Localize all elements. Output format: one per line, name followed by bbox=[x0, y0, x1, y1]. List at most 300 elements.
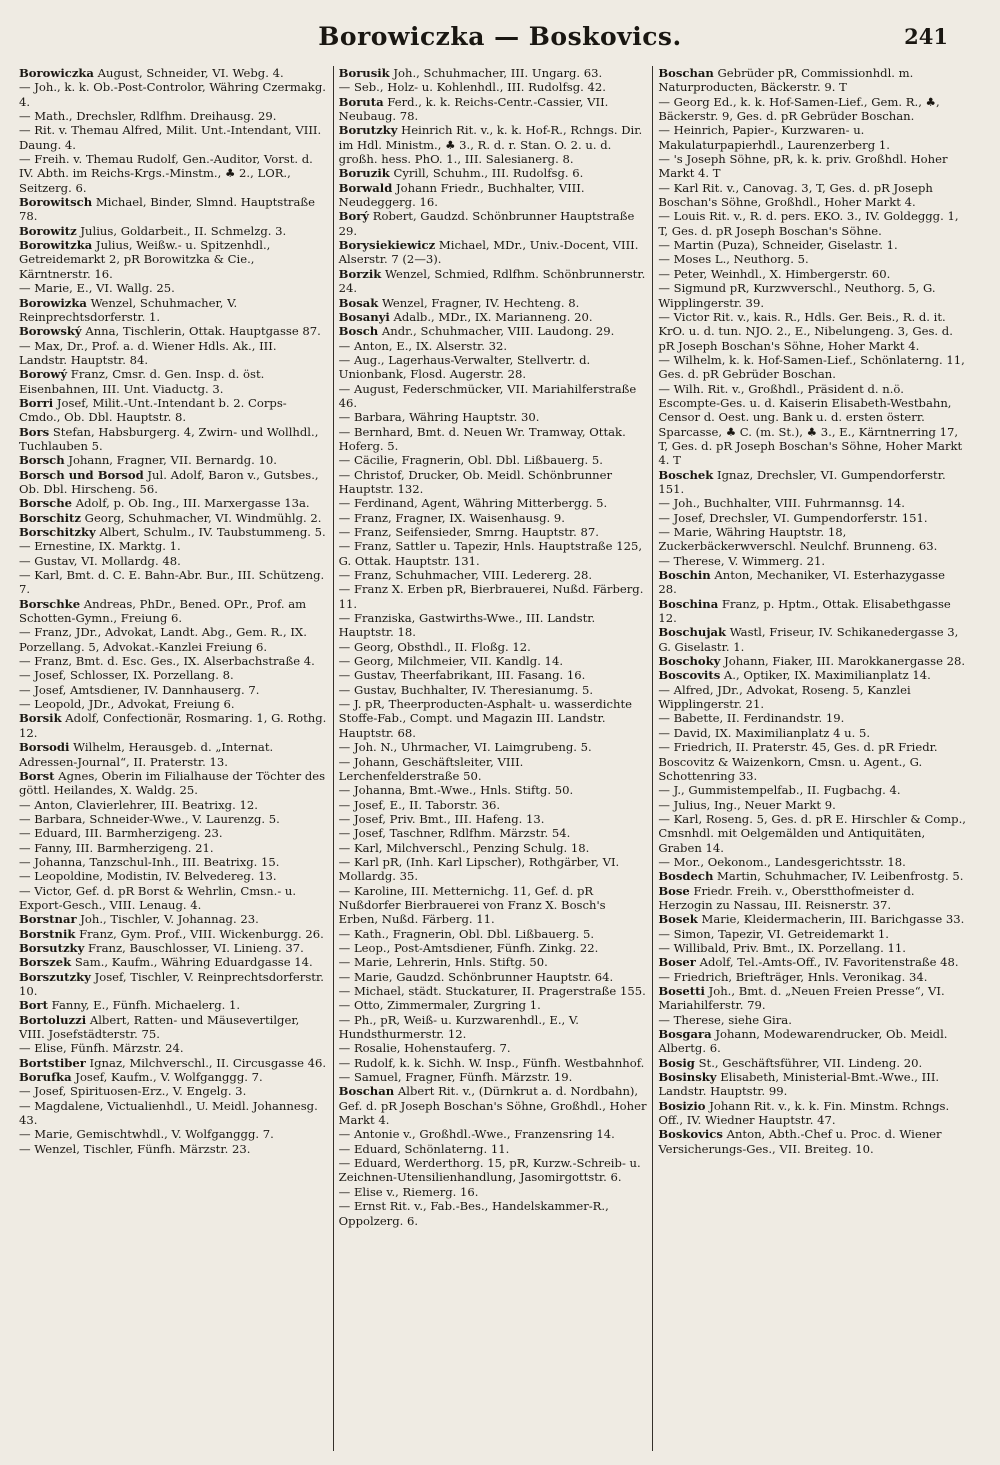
directory-entry bbox=[19, 1056, 328, 1070]
entry-surname: Bortoluzzi bbox=[19, 1012, 87, 1027]
entry-surname: Bosetti bbox=[658, 984, 705, 998]
entry-surname: Boschan bbox=[658, 66, 714, 80]
entry-details: — Freih. v. Themau Rudolf, Gen.-Auditor, Vorst. d. IV. Abth. im Reichs-Krgs.-Minstm., ♣ 2., LOR., Seitzerg. 6. bbox=[19, 152, 313, 195]
directory-entry bbox=[339, 425, 648, 454]
entry-details: — Johanna, Bmt.-Wwe., Hnls. Stiftg. 50. bbox=[338, 783, 574, 798]
directory-entry bbox=[339, 80, 648, 94]
directory-entry bbox=[19, 80, 328, 109]
entry-details: — Joh. N., Uhrmacher, VI. Laimgrubeng. 5. bbox=[338, 740, 592, 755]
directory-entry bbox=[658, 740, 967, 783]
entry-details: — Victor, Gef. d. pR Borst & Wehrlin, Cmsn.- u. Export-Gesch., VIII. Lenaug. 4. bbox=[19, 883, 297, 912]
entry-details: Wenzel, Fragner, IV. Hechteng. 8. bbox=[378, 295, 580, 310]
directory-entry bbox=[339, 1142, 648, 1156]
directory-entry bbox=[19, 324, 328, 338]
entry-details: — Marie, Lehrerin, Hnls. Stiftg. 50. bbox=[338, 955, 548, 970]
entry-details: — Karl, Bmt. d. C. E. Bahn-Abr. Bur., III. Schützeng. 7. bbox=[19, 568, 325, 597]
directory-entry bbox=[19, 1099, 328, 1128]
directory-entry bbox=[658, 267, 967, 281]
entry-details: — Seb., Holz- u. Kohlenhdl., III. Rudolfsg. 42. bbox=[338, 80, 606, 95]
directory-entry bbox=[658, 123, 967, 152]
directory-entry bbox=[339, 970, 648, 984]
directory-entry bbox=[658, 1027, 967, 1056]
entry-details: — Bernhard, Bmt. d. Neuen Wr. Tramway, Ottak. Hoferg. 5. bbox=[338, 424, 626, 453]
directory-entry bbox=[339, 640, 648, 654]
entry-details: Adolf, Tel.-Amts-Off., IV. Favoritenstraße 48. bbox=[695, 955, 959, 970]
directory-entry bbox=[339, 496, 648, 510]
directory-entry bbox=[339, 1127, 648, 1141]
directory-entry bbox=[658, 353, 967, 382]
directory-entry bbox=[19, 912, 328, 926]
entry-details: Stefan, Habsburgerg. 4, Zwirn- und Wollhdl., Tuchlauben 5. bbox=[19, 424, 319, 453]
entry-surname: Borzik bbox=[338, 266, 382, 281]
entry-details: — Anton, Clavierlehrer, III. Beatrixg. 12. bbox=[19, 797, 258, 812]
entry-surname: Borysiekiewicz bbox=[338, 238, 436, 253]
entry-details: — Wenzel, Tischler, Fünfh. Märzstr. 23. bbox=[19, 1141, 251, 1156]
entry-surname: Bosgara bbox=[658, 1027, 712, 1042]
entry-details: Adalb., MDr., IX. Marianneng. 20. bbox=[389, 309, 593, 324]
entry-details: — Marie, E., VI. Wallg. 25. bbox=[19, 281, 175, 296]
directory-entry bbox=[658, 1070, 967, 1099]
directory-entry bbox=[658, 726, 967, 740]
entry-surname: Borutzky bbox=[338, 123, 398, 138]
directory-entry bbox=[339, 668, 648, 682]
entry-details: — Therese, siehe Gira. bbox=[658, 1012, 792, 1027]
directory-entry bbox=[19, 998, 328, 1012]
entry-details: Andr., Schuhmacher, VIII. Laudong. 29. bbox=[378, 324, 615, 339]
entry-surname: Borowský bbox=[19, 324, 82, 339]
entry-surname: Borszutzky bbox=[19, 969, 91, 984]
entry-details: — J. pR, Theerproducten-Asphalt- u. wasserdichte Stoffe-Fab., Compt. und Magazin III. Landstr. Hauptstr. 68. bbox=[338, 697, 632, 740]
directory-entry bbox=[339, 95, 648, 124]
entry-surname: Boschoky bbox=[658, 654, 721, 669]
entry-details: — Leopoldine, Modistin, IV. Belvedereg. 13. bbox=[19, 869, 277, 884]
directory-entry bbox=[658, 238, 967, 252]
directory-entry bbox=[339, 123, 648, 166]
directory-entry bbox=[658, 1056, 967, 1070]
directory-entry bbox=[19, 1084, 328, 1098]
entry-surname: Borufka bbox=[19, 1070, 72, 1085]
directory-entry bbox=[339, 353, 648, 382]
entry-details: Johann, Fragner, VII. Bernardg. 10. bbox=[64, 453, 277, 468]
entry-details: — Ernestine, IX. Marktg. 1. bbox=[19, 539, 181, 554]
entry-details: — Gustav, VI. Mollardg. 48. bbox=[19, 553, 181, 568]
entry-details: — Marie, Gemischtwhdl., V. Wolfganggg. 7. bbox=[19, 1127, 274, 1142]
entry-details: — Josef, Taschner, Rdlfhm. Märzstr. 54. bbox=[338, 826, 571, 841]
directory-entry bbox=[658, 1013, 967, 1027]
column-2 bbox=[333, 66, 653, 1451]
entry-details: Wilhelm, Herausgeb. d. „Internat. Adressen-Journal“, II. Praterstr. 13. bbox=[19, 740, 274, 769]
entry-details: Adolf, Confectionär, Rosmaring. 1, G. Rothg. 12. bbox=[19, 711, 327, 740]
entry-details: — Babette, II. Ferdinandstr. 19. bbox=[658, 711, 845, 726]
entry-surname: Borsche bbox=[19, 496, 73, 511]
directory-entry bbox=[19, 941, 328, 955]
directory-entry bbox=[658, 869, 967, 883]
directory-entry bbox=[339, 841, 648, 855]
entry-details: — Gustav, Theerfabrikant, III. Fasang. 16. bbox=[338, 668, 586, 683]
entry-surname: Borowitsch bbox=[19, 195, 93, 210]
directory-entry bbox=[658, 252, 967, 266]
entry-surname: Borowý bbox=[19, 367, 68, 382]
directory-entry bbox=[658, 927, 967, 941]
directory-entry bbox=[339, 1084, 648, 1127]
entry-details: Josef, Kaufm., V. Wolfganggg. 7. bbox=[71, 1070, 263, 1085]
entry-details: Johann, Modewarendrucker, Ob. Meidl. Albertg. 6. bbox=[658, 1027, 948, 1056]
directory-entry bbox=[19, 123, 328, 152]
directory-entry bbox=[658, 668, 967, 682]
directory-entry bbox=[19, 296, 328, 325]
entry-surname: Bosdech bbox=[658, 869, 714, 884]
entry-surname: Borst bbox=[19, 768, 55, 783]
entry-details: Josef, Tischler, V. Reinprechtsdorferstr. 10. bbox=[19, 969, 324, 998]
entry-details: August, Schneider, VI. Webg. 4. bbox=[93, 66, 284, 80]
directory-entry bbox=[339, 783, 648, 797]
directory-entry bbox=[19, 1041, 328, 1055]
entry-details: — Ph., pR, Weiß- u. Kurzwarenhdl., E., V. Hundsthurmerstr. 12. bbox=[338, 1012, 579, 1042]
entry-details: — Anton, E., IX. Alserstr. 32. bbox=[338, 338, 508, 353]
entry-surname: Borwald bbox=[338, 180, 393, 195]
entry-surname: Borszek bbox=[19, 955, 72, 970]
entry-details: — Marie, Gaudzd. Schönbrunner Hauptstr. 64. bbox=[338, 969, 614, 984]
entry-surname: Bosinsky bbox=[658, 1070, 717, 1085]
entry-details: Friedr. Freih. v., Oberstthofmeister d. Herzogin zu Nassau, III. Reisnerstr. 37. bbox=[658, 883, 915, 912]
directory-entry bbox=[658, 66, 967, 95]
entry-details: — August, Federschmücker, VII. Mariahilferstraße 46. bbox=[338, 381, 637, 410]
entry-details: Michael, MDr., Univ.-Docent, VIII. Alserstr. 7 (2—3). bbox=[338, 238, 639, 267]
directory-entry bbox=[19, 855, 328, 869]
entry-details: — Karl, Milchverschl., Penzing Schulg. 18. bbox=[338, 840, 590, 855]
entry-details: Johann Rit. v., k. k. Fin. Minstm. Rchngs. Off., IV. Wiedner Hauptstr. 47. bbox=[658, 1098, 950, 1128]
directory-entry bbox=[19, 496, 328, 510]
entry-details: Franz, Cmsr. d. Gen. Insp. d. öst. Eisenbahnen, III. Unt. Viaductg. 3. bbox=[19, 367, 265, 396]
directory-entry bbox=[19, 568, 328, 597]
directory-entry bbox=[339, 1185, 648, 1199]
entry-details: — Josef, Priv. Bmt., III. Hafeng. 13. bbox=[338, 811, 545, 826]
entry-details: Agnes, Oberin im Filialhause der Töchter des göttl. Heilandes, X. Waldg. 25. bbox=[19, 768, 326, 798]
directory-entry bbox=[339, 468, 648, 497]
entry-details: — Michael, städt. Stuckaturer, II. Pragerstraße 155. bbox=[338, 984, 646, 998]
entry-details: — Franz, Bmt. d. Esc. Ges., IX. Alserbachstraße 4. bbox=[19, 654, 315, 669]
directory-entry bbox=[658, 984, 967, 1013]
directory-entry bbox=[339, 884, 648, 927]
directory-entry bbox=[339, 511, 648, 525]
directory-entry bbox=[19, 339, 328, 368]
directory-entry bbox=[19, 970, 328, 999]
page-number: 241 bbox=[904, 24, 948, 49]
entry-details: — Sigmund pR, Kurzwverschl., Neuthorg. 5, G. Wipplingerstr. 39. bbox=[658, 281, 936, 310]
entry-surname: Bort bbox=[19, 998, 48, 1013]
running-head: Borowiczka — Boskovics. bbox=[318, 22, 682, 51]
directory-entry bbox=[19, 812, 328, 826]
entry-details: Josef, Milit.-Unt.-Intendant b. 2. Corps-Cmdo., Ob. Dbl. Hauptstr. 8. bbox=[19, 395, 287, 425]
entry-details: — Johanna, Tanzschul-Inh., III. Beatrixg. 15. bbox=[19, 854, 280, 869]
entry-surname: Borsodi bbox=[19, 740, 70, 755]
directory-entry bbox=[339, 812, 648, 826]
directory-entry bbox=[658, 884, 967, 913]
entry-details: — Leopold, JDr., Advokat, Freiung 6. bbox=[19, 697, 235, 712]
directory-entry bbox=[19, 367, 328, 396]
directory-entry bbox=[19, 281, 328, 295]
entry-details: Joh., Bmt. d. „Neuen Freien Presse“, VI. Mariahilferstr. 79. bbox=[658, 984, 945, 1013]
entry-details: — Eduard, Werderthorg. 15, pR, Kurzw.-Schreib- u. Zeichnen-Utensilienhandlung, Jasomirgottstr. 6. bbox=[338, 1156, 641, 1185]
entry-details: — Karl, Roseng. 5, Ges. d. pR E. Hirschler & Comp., Cmsnhdl. mit Oelgemälden und Antiquitäten, Graben 14. bbox=[658, 811, 966, 855]
directory-entry bbox=[339, 984, 648, 998]
directory-entry bbox=[339, 611, 648, 640]
directory-entry bbox=[19, 625, 328, 654]
entry-surname: Borsch und Borsod bbox=[19, 467, 144, 482]
entry-details: — Karl Rit. v., Canovag. 3, T, Ges. d. pR Joseph Boschan's Söhne, Großhdl., Hoher Markt 4. bbox=[658, 180, 933, 210]
directory-entry bbox=[658, 554, 967, 568]
entry-details: A., Optiker, IX. Maximilianplatz 14. bbox=[720, 668, 931, 683]
entry-details: — Joh., Buchhalter, VIII. Fuhrmannsg. 14. bbox=[658, 496, 905, 511]
entry-surname: Bosizio bbox=[658, 1098, 706, 1113]
directory-entry bbox=[19, 1142, 328, 1156]
entry-surname: Boschina bbox=[658, 596, 719, 611]
entry-surname: Bosek bbox=[658, 912, 698, 927]
directory-entry bbox=[339, 1070, 648, 1084]
entry-details: Martin, Schuhmacher, IV. Leibenfrostg. 5. bbox=[713, 869, 964, 884]
directory-entry bbox=[19, 927, 328, 941]
directory-entry bbox=[19, 955, 328, 969]
entry-details: Georg, Schuhmacher, VI. Windmühlg. 2. bbox=[81, 510, 322, 525]
entry-surname: Borschke bbox=[19, 596, 81, 611]
entry-surname: Boschan bbox=[338, 1084, 395, 1099]
directory-entry bbox=[339, 238, 648, 267]
directory-entry bbox=[339, 1056, 648, 1070]
entry-details: Ignaz, Milchverschl., II. Circusgasse 46. bbox=[85, 1055, 327, 1070]
directory-entry bbox=[658, 941, 967, 955]
directory-entry bbox=[339, 927, 648, 941]
entry-surname: Boruta bbox=[338, 94, 384, 109]
directory-entry bbox=[19, 539, 328, 553]
directory-entry bbox=[658, 970, 967, 984]
entry-details: — David, IX. Maximilianplatz 4 u. 5. bbox=[658, 725, 871, 740]
directory-entry bbox=[658, 798, 967, 812]
directory-entry bbox=[658, 625, 967, 654]
directory-entry bbox=[339, 324, 648, 338]
entry-details: Albert, Ratten- und Mäusevertilger, VIII. Josefstädterstr. 75. bbox=[19, 1012, 300, 1042]
entry-details: Elisabeth, Ministerial-Bmt.-Wwe., III. Landstr. Hauptstr. 99. bbox=[658, 1070, 940, 1099]
entry-details: — Antonie v., Großhdl.-Wwe., Franzensring 14. bbox=[338, 1127, 615, 1142]
entry-details: — Johann, Geschäftsleiter, VIII. Lerchenfelderstraße 50. bbox=[338, 754, 524, 783]
entry-details: — Franz, Seifensieder, Smrng. Hauptstr. 87. bbox=[338, 525, 599, 539]
entry-surname: Bosak bbox=[338, 295, 379, 310]
entry-details: — Simon, Tapezir, VI. Getreidemarkt 1. bbox=[658, 926, 889, 941]
entry-details: — Otto, Zimmermaler, Zurgring 1. bbox=[338, 998, 541, 1013]
directory-entry bbox=[339, 998, 648, 1012]
directory-entry bbox=[19, 884, 328, 913]
entry-details: Adolf, p. Ob. Ing., III. Marxergasse 13a. bbox=[72, 496, 310, 511]
entry-surname: Boruzik bbox=[338, 166, 390, 181]
entry-surname: Bose bbox=[658, 883, 690, 898]
entry-details: — Marie, Währing Hauptstr. 18, Zuckerbäckerwverschl. Neulchf. Brunneng. 63. bbox=[658, 525, 938, 554]
directory-entry bbox=[339, 755, 648, 784]
directory-entry bbox=[339, 683, 648, 697]
entry-details: — Franz, Schuhmacher, VIII. Ledererg. 28. bbox=[338, 568, 593, 583]
entry-details: — Willibald, Priv. Bmt., IX. Porzellang. 11. bbox=[658, 940, 906, 955]
entry-details: — Franz, Fragner, IX. Waisenhausg. 9. bbox=[338, 510, 565, 525]
directory-entry bbox=[339, 453, 648, 467]
entry-details: Andreas, PhDr., Bened. OPr., Prof. am Schotten-Gymn., Freiung 6. bbox=[19, 596, 307, 626]
entry-surname: Borowitzka bbox=[19, 238, 93, 253]
directory-entry bbox=[658, 783, 967, 797]
entry-details: Ignaz, Drechsler, VI. Gumpendorferstr. 151. bbox=[658, 467, 946, 496]
entry-details: — Friedrich, Briefträger, Hnls. Veronikag. 34. bbox=[658, 969, 928, 984]
directory-entry bbox=[339, 166, 648, 180]
entry-details: — Josef, Drechsler, VI. Gumpendorferstr. 151. bbox=[658, 510, 928, 525]
entry-details: — Georg Ed., k. k. Hof-Samen-Lief., Gem. R., ♣, Bäckerstr. 9, Ges. d. pR Gebrüder Boschan. bbox=[658, 94, 940, 124]
entry-details: — Victor Rit. v., kais. R., Hdls. Ger. Beis., R. d. it. KrO. u. d. tun. NJO. 2., E., Nibelungeng. 3, Ges. d. pR Joseph Boschan's Söhne, Hoher Markt 4. bbox=[658, 309, 953, 353]
directory-entry bbox=[19, 869, 328, 883]
entry-details: Sam., Kaufm., Währing Eduardgasse 14. bbox=[71, 955, 313, 970]
directory-entry bbox=[339, 66, 648, 80]
entry-surname: Boser bbox=[658, 955, 696, 970]
entry-surname: Bortstiber bbox=[19, 1055, 86, 1070]
entry-details: Anton, Abth.-Chef u. Proc. d. Wiener Versicherungs-Ges., VII. Breiteg. 10. bbox=[658, 1127, 942, 1156]
directory-entry bbox=[19, 654, 328, 668]
directory-entry bbox=[658, 496, 967, 510]
entry-details: — Gustav, Buchhalter, IV. Theresianumg. 5. bbox=[338, 682, 594, 697]
entry-details: Marie, Kleidermacherin, III. Barichgasse 33. bbox=[697, 912, 965, 927]
entry-details: — Eduard, III. Barmherzigeng. 23. bbox=[19, 826, 223, 841]
entry-surname: Boschujak bbox=[658, 625, 727, 640]
entry-details: — Kath., Fragnerin, Obl. Dbl. Lißbauerg. 5. bbox=[338, 926, 595, 941]
entry-details: — Aug., Lagerhaus-Verwalter, Stellvertr. d. Unionbank, Flosd. Augerstr. 28. bbox=[338, 352, 591, 382]
entry-details: — Josef, E., II. Taborstr. 36. bbox=[338, 797, 501, 812]
directory-entry bbox=[658, 525, 967, 554]
directory-entry bbox=[658, 281, 967, 310]
entry-surname: Borý bbox=[338, 209, 370, 224]
entry-details: Johann, Fiaker, III. Marokkanergasse 28. bbox=[720, 654, 966, 669]
directory-entry bbox=[19, 711, 328, 740]
entry-details: — Franz X. Erben pR, Bierbrauerei, Nußd. Färberg. 11. bbox=[338, 582, 644, 611]
directory-entry bbox=[658, 209, 967, 238]
entry-details: Wenzel, Schmied, Rdlfhm. Schönbrunnerstr. 24. bbox=[338, 266, 646, 296]
directory-entry bbox=[339, 339, 648, 353]
entry-details: Albert, Schulm., IV. Taubstummeng. 5. bbox=[95, 525, 326, 539]
directory-entry bbox=[658, 855, 967, 869]
entry-details: Michael, Binder, Slmnd. Hauptstraße 78. bbox=[19, 195, 315, 224]
directory-entry bbox=[339, 382, 648, 411]
entry-details: — Josef, Amtsdiener, IV. Dannhauserg. 7. bbox=[19, 682, 260, 697]
entry-surname: Borstnik bbox=[19, 926, 76, 941]
entry-details: — Josef, Schlosser, IX. Porzellang. 8. bbox=[19, 668, 234, 683]
directory-entry bbox=[19, 396, 328, 425]
directory-entry bbox=[19, 1127, 328, 1141]
directory-entry bbox=[658, 683, 967, 712]
entry-surname: Borsch bbox=[19, 453, 65, 468]
directory-entry bbox=[19, 224, 328, 238]
entry-surname: Boschin bbox=[658, 568, 711, 583]
entry-details: — Wilhelm, k. k. Hof-Samen-Lief., Schönlaterng. 11, Ges. d. pR Gebrüder Boschan. bbox=[658, 352, 965, 382]
column-1 bbox=[14, 66, 333, 1451]
directory-entry bbox=[19, 195, 328, 224]
entry-details: — Georg, Obsthdl., II. Floßg. 12. bbox=[338, 639, 531, 654]
directory-entry bbox=[339, 582, 648, 611]
entry-details: — Franz, Sattler u. Tapezir, Hnls. Hauptstraße 125, G. Ottak. Hauptstr. 131. bbox=[338, 539, 643, 568]
directory-entry bbox=[19, 668, 328, 682]
entry-details: Johann Friedr., Buchhalter, VIII. Neudeggerg. 16. bbox=[338, 180, 585, 210]
entry-details: — Samuel, Fragner, Fünfh. Märzstr. 19. bbox=[338, 1070, 573, 1085]
entry-details: — Moses L., Neuthorg. 5. bbox=[658, 252, 809, 267]
entry-details: — Julius, Ing., Neuer Markt 9. bbox=[658, 797, 836, 812]
directory-entry bbox=[19, 554, 328, 568]
entry-details: Franz, Gym. Prof., VIII. Wickenburgg. 26. bbox=[75, 926, 324, 941]
entry-details: — Karoline, III. Metternichg. 11, Gef. d. pR Nußdorfer Bierbrauerei von Franz X. Bosch's Erben, Nußd. Färberg. 11. bbox=[338, 883, 606, 927]
entry-surname: Borschitzky bbox=[19, 525, 96, 539]
entry-details: — Magdalene, Victualienhdl., U. Meidl. Johannesg. 43. bbox=[19, 1098, 318, 1128]
directory-entry bbox=[19, 453, 328, 467]
entry-details: Jul. Adolf, Baron v., Gutsbes., Ob. Dbl. Hirscheng. 56. bbox=[19, 467, 319, 496]
entry-details: Anton, Mechaniker, VI. Esterhazygasse 28. bbox=[658, 568, 945, 597]
directory-entry bbox=[658, 468, 967, 497]
entry-details: Ferd., k. k. Reichs-Centr.-Cassier, VII. Neubaug. 78. bbox=[338, 94, 609, 124]
directory-entry bbox=[19, 841, 328, 855]
directory-entry bbox=[658, 711, 967, 725]
entry-details: — Peter, Weinhdl., X. Himbergerstr. 60. bbox=[658, 266, 891, 281]
directory-entry bbox=[339, 855, 648, 884]
entry-surname: Borschitz bbox=[19, 510, 81, 525]
entry-surname: Bosig bbox=[658, 1055, 695, 1070]
directory-entry bbox=[19, 798, 328, 812]
directory-entry bbox=[19, 826, 328, 840]
directory-entry bbox=[658, 568, 967, 597]
entry-details: — Fanny, III. Barmherzigeng. 21. bbox=[19, 840, 214, 855]
entry-surname: Bosanyi bbox=[338, 309, 390, 324]
directory-entry bbox=[19, 525, 328, 539]
directory-entry bbox=[339, 181, 648, 210]
entry-details: — Rit. v. Themau Alfred, Milit. Unt.-Intendant, VIII. Daung. 4. bbox=[19, 123, 322, 152]
entry-details: — Georg, Milchmeier, VII. Kandlg. 14. bbox=[338, 654, 564, 669]
directory-entry bbox=[339, 740, 648, 754]
directory-entry bbox=[339, 410, 648, 424]
entry-details: Gebrüder pR, Commissionhdl. m. Naturproducten, Bäckerstr. 9. T bbox=[658, 66, 914, 95]
entry-details: — Joh., k. k. Ob.-Post-Controlor, Währing Czermakg. 4. bbox=[19, 80, 326, 109]
entry-details: — 's Joseph Söhne, pR, k. k. priv. Großhdl. Hoher Markt 4. T bbox=[658, 152, 948, 181]
directory-entry bbox=[339, 798, 648, 812]
entry-details: Anna, Tischlerin, Ottak. Hauptgasse 87. bbox=[81, 324, 321, 339]
directory-entry bbox=[19, 697, 328, 711]
entry-surname: Borsik bbox=[19, 711, 62, 726]
entry-surname: Borowitz bbox=[19, 223, 77, 238]
directory-entry bbox=[658, 1127, 967, 1156]
entry-surname: Borusik bbox=[338, 66, 390, 80]
directory-entry bbox=[19, 468, 328, 497]
page-header bbox=[0, 0, 1000, 62]
entry-details: Julius, Goldarbeit., II. Schmelzg. 3. bbox=[76, 223, 287, 238]
entry-details: — Alfred, JDr., Advokat, Roseng. 5, Kanzlei Wipplingerstr. 21. bbox=[658, 682, 911, 712]
directory-entry bbox=[339, 1013, 648, 1042]
entry-details: — Eduard, Schönlaterng. 11. bbox=[338, 1141, 510, 1156]
entry-details: Franz, Bauschlosser, VI. Linieng. 37. bbox=[84, 940, 304, 955]
entry-details: — Franziska, Gastwirths-Wwe., III. Landstr. Hauptstr. 18. bbox=[338, 611, 596, 640]
entry-surname: Borsutzky bbox=[19, 940, 85, 955]
entry-details: — Therese, V. Wimmerg. 21. bbox=[658, 553, 826, 568]
directory-entry bbox=[658, 382, 967, 468]
entry-details: — Christof, Drucker, Ob. Meidl. Schönbrunner Hauptstr. 132. bbox=[338, 467, 613, 496]
directory-entry bbox=[658, 95, 967, 124]
directory-entry bbox=[658, 812, 967, 855]
directory-entry bbox=[19, 597, 328, 626]
directory-entry bbox=[19, 1070, 328, 1084]
entry-details: — Barbara, Währing Hauptstr. 30. bbox=[338, 410, 540, 425]
entry-details: — Friedrich, II. Praterstr. 45, Ges. d. pR Friedr. Boscovitz & Waizenkorn, Cmsn. u. Agent., G. Schottenring 33. bbox=[658, 740, 938, 783]
directory-entry bbox=[658, 654, 967, 668]
directory-entry bbox=[19, 238, 328, 281]
entry-details: — Ferdinand, Agent, Währing Mitterbergg. 5. bbox=[338, 496, 608, 511]
directory-entry bbox=[339, 296, 648, 310]
entry-surname: Bosch bbox=[338, 324, 379, 339]
directory-entry bbox=[339, 209, 648, 238]
